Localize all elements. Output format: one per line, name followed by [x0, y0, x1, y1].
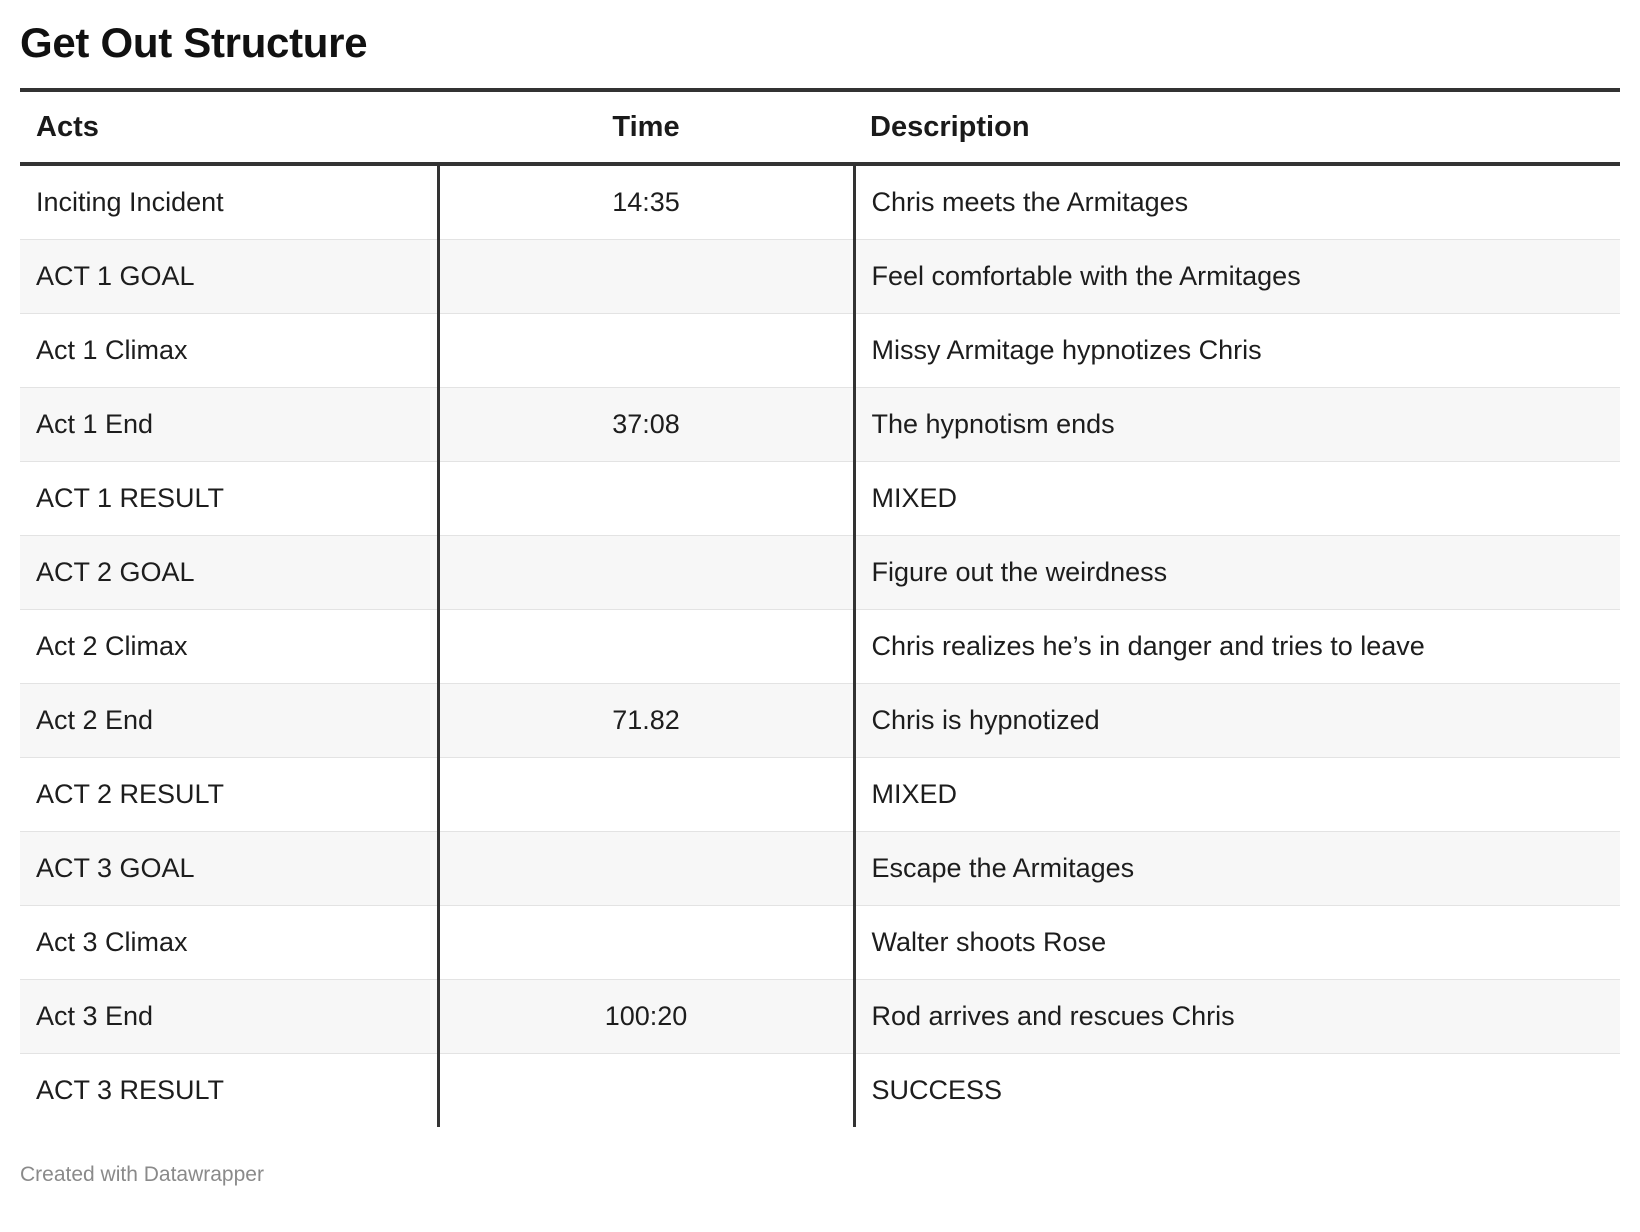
table-row: [20, 980, 1620, 1054]
table-row: [20, 610, 1620, 684]
table-header-row: [20, 90, 1620, 164]
cell-time: [438, 1054, 854, 1128]
cell-acts: Inciting Incident: [20, 164, 438, 240]
cell-time: 71.82: [438, 684, 854, 758]
cell-description: Missy Armitage hypnotizes Chris: [854, 314, 1620, 388]
cell-description: Chris realizes he’s in danger and tries to leave: [854, 610, 1620, 684]
cell-acts: Act 3 Climax: [20, 906, 438, 980]
cell-description: Rod arrives and rescues Chris: [854, 980, 1620, 1054]
cell-acts: Act 1 End: [20, 388, 438, 462]
column-header-acts: Acts: [20, 90, 438, 164]
column-header-time: Time: [438, 90, 854, 164]
cell-time: [438, 758, 854, 832]
cell-time: [438, 462, 854, 536]
footer-credit: Created with Datawrapper: [20, 1163, 264, 1186]
table-row: [20, 240, 1620, 314]
table-row: [20, 1054, 1620, 1128]
cell-acts: Act 1 Climax: [20, 314, 438, 388]
table-row: [20, 388, 1620, 462]
cell-description: Feel comfortable with the Armitages: [854, 240, 1620, 314]
cell-time: [438, 832, 854, 906]
cell-description: Chris is hypnotized: [854, 684, 1620, 758]
table-row: [20, 758, 1620, 832]
cell-time: 14:35: [438, 164, 854, 240]
table-row: [20, 536, 1620, 610]
cell-description: The hypnotism ends: [854, 388, 1620, 462]
cell-time: [438, 906, 854, 980]
column-header-description: Description: [854, 90, 1620, 164]
cell-time: 37:08: [438, 388, 854, 462]
cell-acts: ACT 3 GOAL: [20, 832, 438, 906]
cell-time: [438, 314, 854, 388]
cell-acts: ACT 3 RESULT: [20, 1054, 438, 1128]
cell-description: Figure out the weirdness: [854, 536, 1620, 610]
cell-acts: ACT 1 GOAL: [20, 240, 438, 314]
cell-acts: ACT 2 GOAL: [20, 536, 438, 610]
table-row: [20, 684, 1620, 758]
cell-acts: Act 3 End: [20, 980, 438, 1054]
table-row: [20, 314, 1620, 388]
cell-description: Walter shoots Rose: [854, 906, 1620, 980]
table-row: [20, 164, 1620, 240]
table-row: [20, 906, 1620, 980]
cell-time: [438, 610, 854, 684]
cell-description: MIXED: [854, 462, 1620, 536]
cell-acts: ACT 1 RESULT: [20, 462, 438, 536]
cell-description: MIXED: [854, 758, 1620, 832]
cell-time: [438, 240, 854, 314]
cell-acts: ACT 2 RESULT: [20, 758, 438, 832]
cell-time: [438, 536, 854, 610]
table-row: [20, 462, 1620, 536]
cell-description: Escape the Armitages: [854, 832, 1620, 906]
table-row: [20, 832, 1620, 906]
chart-title: Get Out Structure: [20, 19, 368, 66]
cell-time: 100:20: [438, 980, 854, 1054]
cell-description: SUCCESS: [871, 1075, 1003, 1105]
table-body: [20, 164, 1620, 1127]
cell-acts: Act 2 End: [20, 684, 438, 758]
cell-acts: Act 2 Climax: [20, 610, 438, 684]
structure-table: [20, 88, 1620, 1127]
cell-description: Chris meets the Armitages: [854, 164, 1620, 240]
